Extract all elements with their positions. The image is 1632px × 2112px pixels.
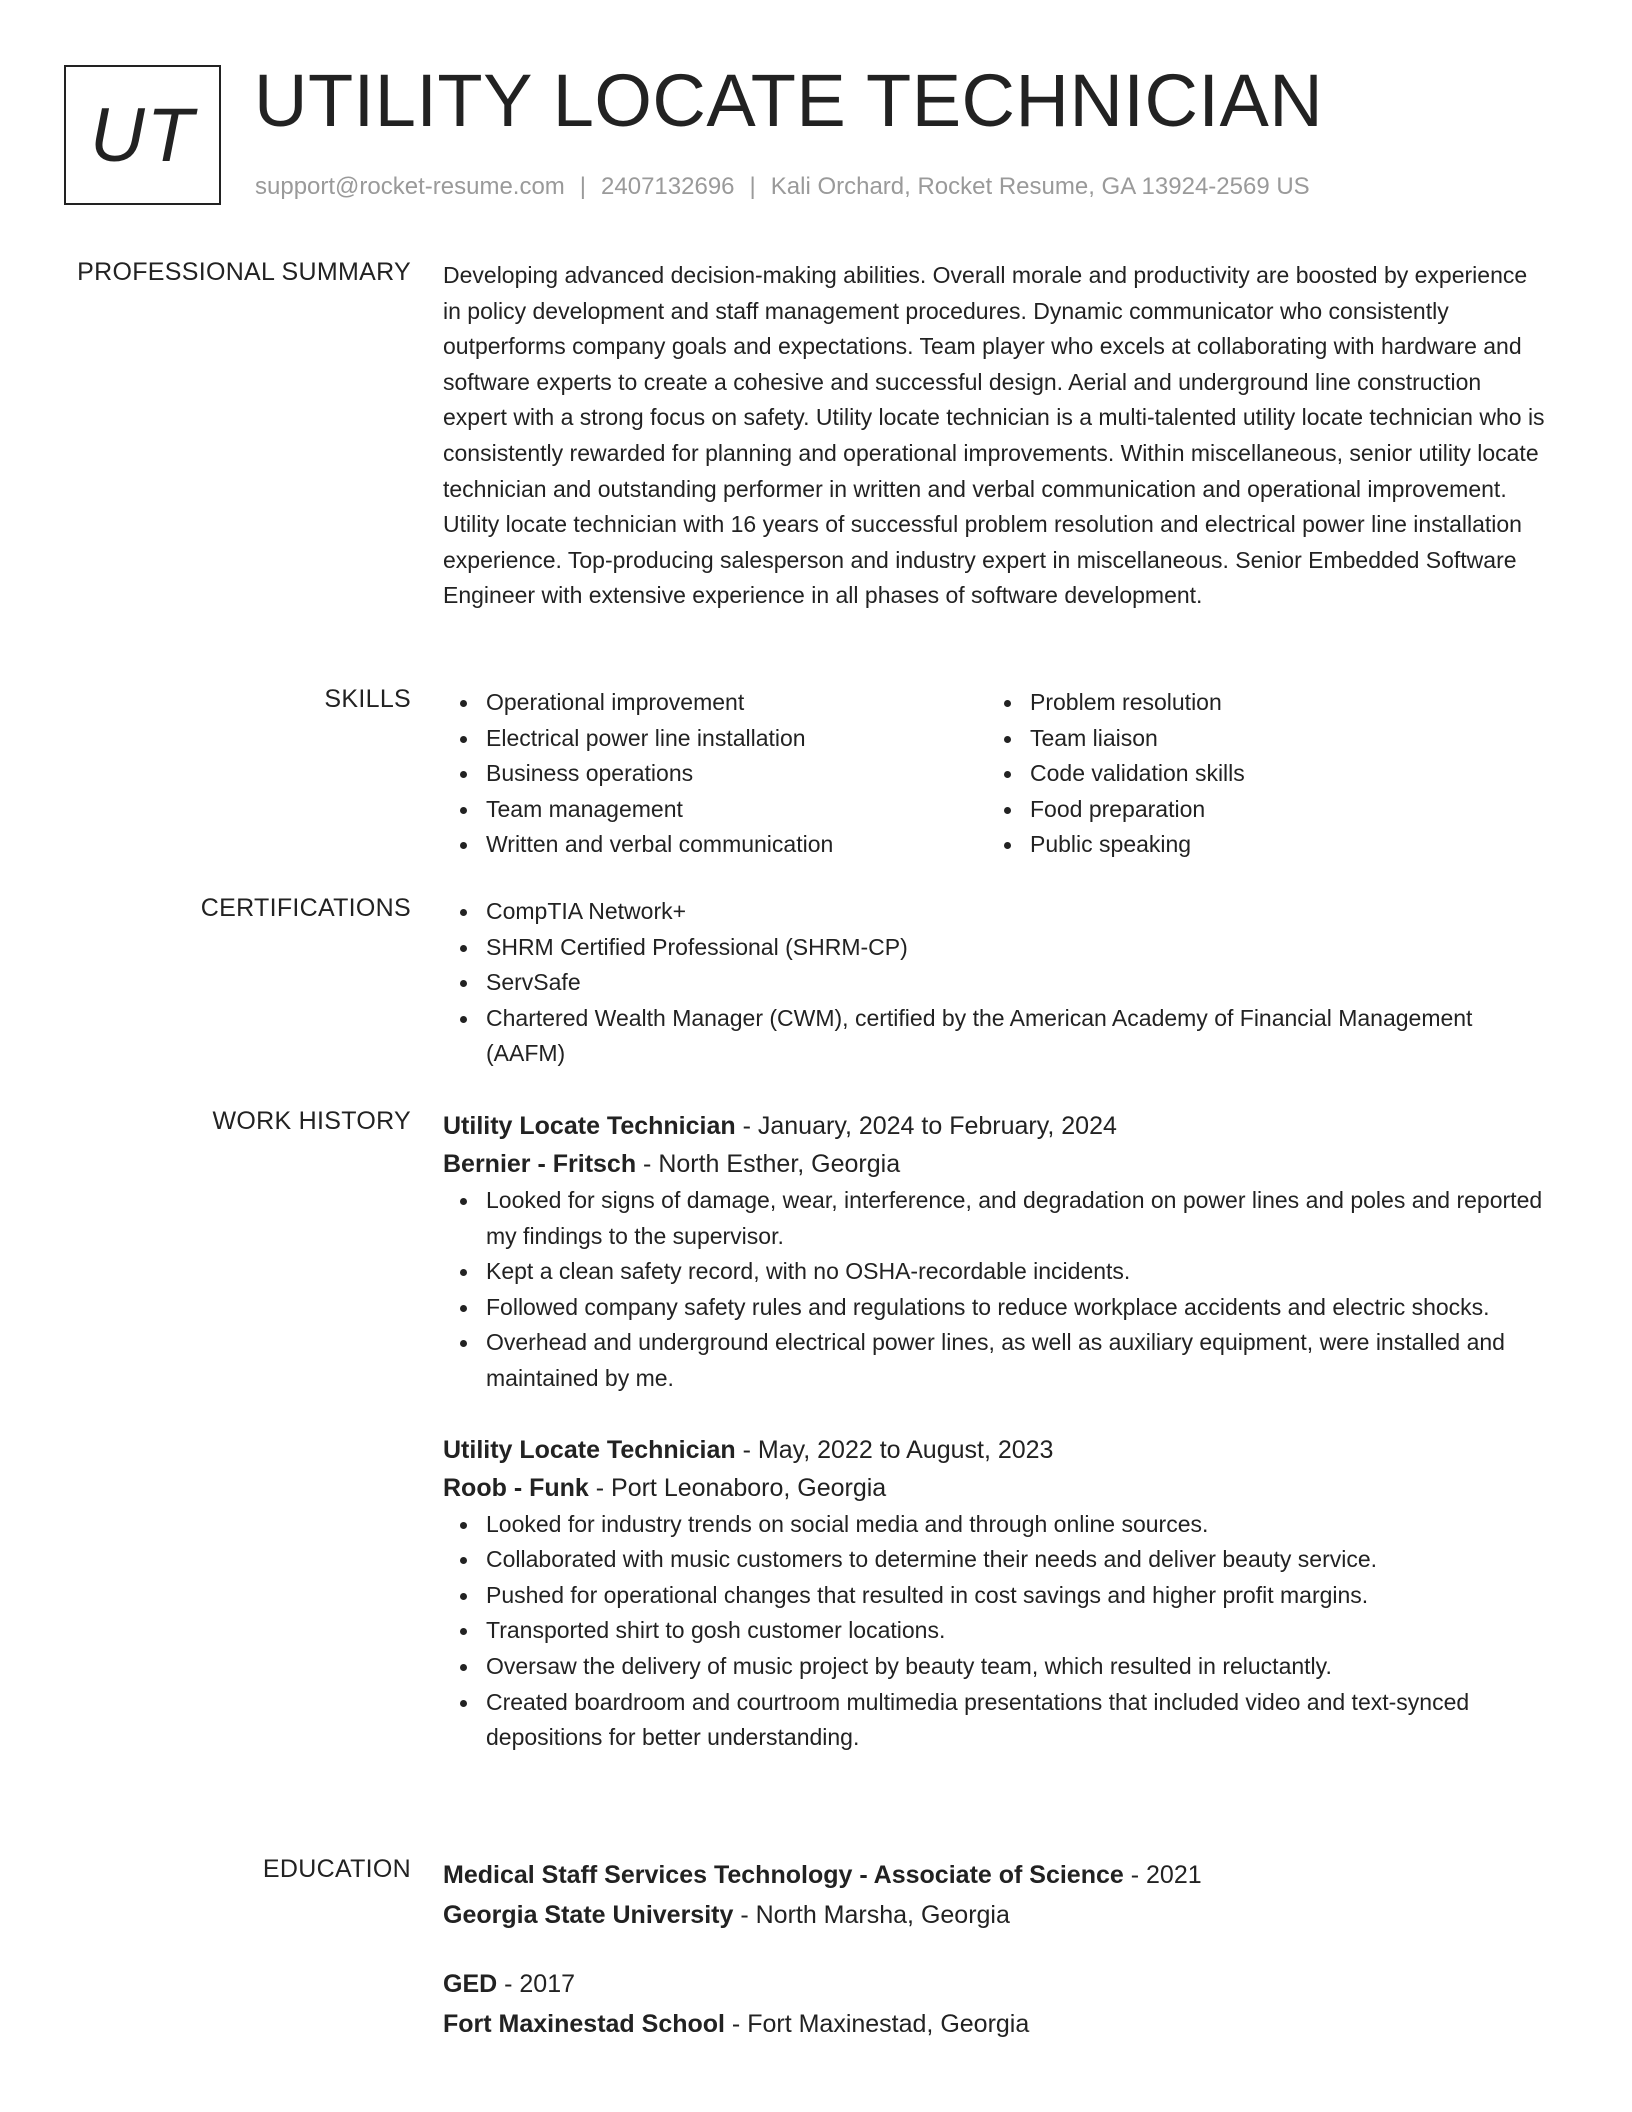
education-entry bbox=[443, 1964, 1551, 2044]
skill-item: Business operations bbox=[486, 756, 987, 792]
job-duty-item: Overhead and underground electrical power lines, as well as auxiliary equipment, were installed and maintained by me. bbox=[486, 1325, 1551, 1396]
education-year: - 2017 bbox=[497, 1970, 576, 1998]
certification-item: SHRM Certified Professional (SHRM-CP) bbox=[486, 930, 1551, 966]
skill-item: Code validation skills bbox=[1030, 756, 1531, 792]
job-duties-list bbox=[443, 1183, 1551, 1397]
contact-separator: | bbox=[579, 173, 587, 200]
section-label-work-history: WORK HISTORY bbox=[212, 1107, 411, 1135]
education-degree-line bbox=[443, 1964, 1551, 2004]
contact-email: support@rocket-resume.com bbox=[255, 173, 565, 200]
job-company-line bbox=[443, 1145, 1551, 1183]
education-school-line bbox=[443, 1895, 1551, 1935]
education-entry bbox=[443, 1855, 1551, 1935]
job-duty-item: Kept a clean safety record, with no OSHA-recordable incidents. bbox=[486, 1254, 1551, 1290]
contact-address: Kali Orchard, Rocket Resume, GA 13924-2569 US bbox=[770, 173, 1310, 200]
job-entry bbox=[443, 1107, 1551, 1397]
skills-list-right bbox=[987, 685, 1531, 863]
job-title-line bbox=[443, 1431, 1551, 1469]
job-location: - North Esther, Georgia bbox=[636, 1150, 901, 1178]
job-title: Utility Locate Technician bbox=[443, 1112, 736, 1140]
monogram-initials: UT bbox=[64, 65, 221, 205]
job-duty-item: Transported shirt to gosh customer locations. bbox=[486, 1613, 1551, 1649]
skill-item: Team liaison bbox=[1030, 721, 1531, 757]
education-degree: Medical Staff Services Technology - Associate of Science bbox=[443, 1861, 1124, 1889]
skills-column-left bbox=[443, 685, 987, 863]
contact-phone: 2407132696 bbox=[601, 173, 735, 200]
resume-name: UTILITY LOCATE TECHNICIAN bbox=[254, 59, 1324, 142]
section-label-summary: PROFESSIONAL SUMMARY bbox=[77, 258, 411, 286]
work-history-body bbox=[443, 1107, 1551, 1756]
summary-text: Developing advanced decision-making abilities. Overall morale and productivity are boosted by experience in policy development and staff management procedures. Dynamic communicator who consistently outperforms company goals and expectations. Team player who excels at collaborating with hardware and software experts to create a cohesive and successful design. Aerial and underground line construction expert with a strong focus on safety. Utility locate technician is a multi-talented utility locate technician who is consistently rewarded for planning and operational improvements. Within miscellaneous, senior utility locate technician and outstanding performer in written and verbal communication and operational improvement. Utility locate technician with 16 years of successful problem resolution and electrical power line installation experience. Top-producing salesperson and industry expert in miscellaneous. Senior Embedded Software Engineer with extensive experience in all phases of software development. bbox=[443, 262, 1545, 609]
job-duty-item: Created boardroom and courtroom multimedia presentations that included video and text-synced depositions for better understanding. bbox=[486, 1685, 1551, 1756]
contact-separator: | bbox=[749, 173, 756, 200]
skill-item: Food preparation bbox=[1030, 792, 1531, 828]
job-company: Bernier - Fritsch bbox=[443, 1150, 637, 1178]
education-year: - 2021 bbox=[1123, 1861, 1202, 1889]
job-duty-item: Oversaw the delivery of music project by beauty team, which resulted in reluctantly. bbox=[486, 1649, 1551, 1685]
job-title: Utility Locate Technician bbox=[443, 1435, 736, 1464]
contact-line bbox=[255, 173, 1310, 201]
skills-list-left bbox=[443, 685, 987, 863]
section-label-skills: SKILLS bbox=[324, 685, 411, 713]
job-duty-item: Collaborated with music customers to determine their needs and deliver beauty service. bbox=[486, 1542, 1551, 1578]
certifications-list bbox=[443, 894, 1551, 1072]
skill-item: Electrical power line installation bbox=[486, 721, 987, 757]
job-duty-item: Followed company safety rules and regulations to reduce workplace accidents and electric shocks. bbox=[486, 1290, 1551, 1326]
certification-item: Chartered Wealth Manager (CWM), certified by the American Academy of Financial Management (AAFM) bbox=[486, 1001, 1551, 1072]
job-company: Roob - Funk bbox=[443, 1473, 589, 1502]
section-label-certifications: CERTIFICATIONS bbox=[200, 894, 411, 922]
job-location: - Port Leonaboro, Georgia bbox=[588, 1473, 887, 1502]
education-school-line bbox=[443, 2004, 1551, 2044]
education-school: Georgia State University bbox=[443, 1901, 734, 1929]
education-body bbox=[443, 1855, 1551, 2044]
education-degree: GED bbox=[443, 1970, 498, 1998]
skill-item: Problem resolution bbox=[1030, 685, 1531, 721]
skill-item: Operational improvement bbox=[486, 685, 987, 721]
education-degree-line bbox=[443, 1855, 1551, 1895]
education-location: - North Marsha, Georgia bbox=[733, 1901, 1010, 1929]
job-entry bbox=[443, 1431, 1551, 1756]
skill-item: Public speaking bbox=[1030, 827, 1531, 863]
section-label-education: EDUCATION bbox=[262, 1855, 411, 1883]
skill-item: Team management bbox=[486, 792, 987, 828]
job-duties-list bbox=[443, 1507, 1551, 1756]
job-duty-item: Pushed for operational changes that resulted in cost savings and higher profit margins. bbox=[486, 1578, 1551, 1614]
job-dates: - January, 2024 to February, 2024 bbox=[735, 1112, 1117, 1140]
summary-body bbox=[443, 258, 1551, 614]
job-title-line bbox=[443, 1107, 1551, 1145]
job-dates: - May, 2022 to August, 2023 bbox=[735, 1435, 1054, 1464]
skills-column-right bbox=[987, 685, 1531, 863]
job-duty-item: Looked for industry trends on social media and through online sources. bbox=[486, 1507, 1551, 1543]
certifications-body bbox=[443, 894, 1551, 1072]
skills-grid bbox=[443, 685, 1551, 863]
education-location: - Fort Maxinestad, Georgia bbox=[724, 2010, 1030, 2038]
certification-item: ServSafe bbox=[486, 965, 1551, 1001]
certification-item: CompTIA Network+ bbox=[486, 894, 1551, 930]
job-duty-item: Looked for signs of damage, wear, interference, and degradation on power lines and poles and reported my findings to the supervisor. bbox=[486, 1183, 1551, 1254]
job-company-line bbox=[443, 1469, 1551, 1507]
skill-item: Written and verbal communication bbox=[486, 827, 987, 863]
education-school: Fort Maxinestad School bbox=[443, 2010, 725, 2038]
